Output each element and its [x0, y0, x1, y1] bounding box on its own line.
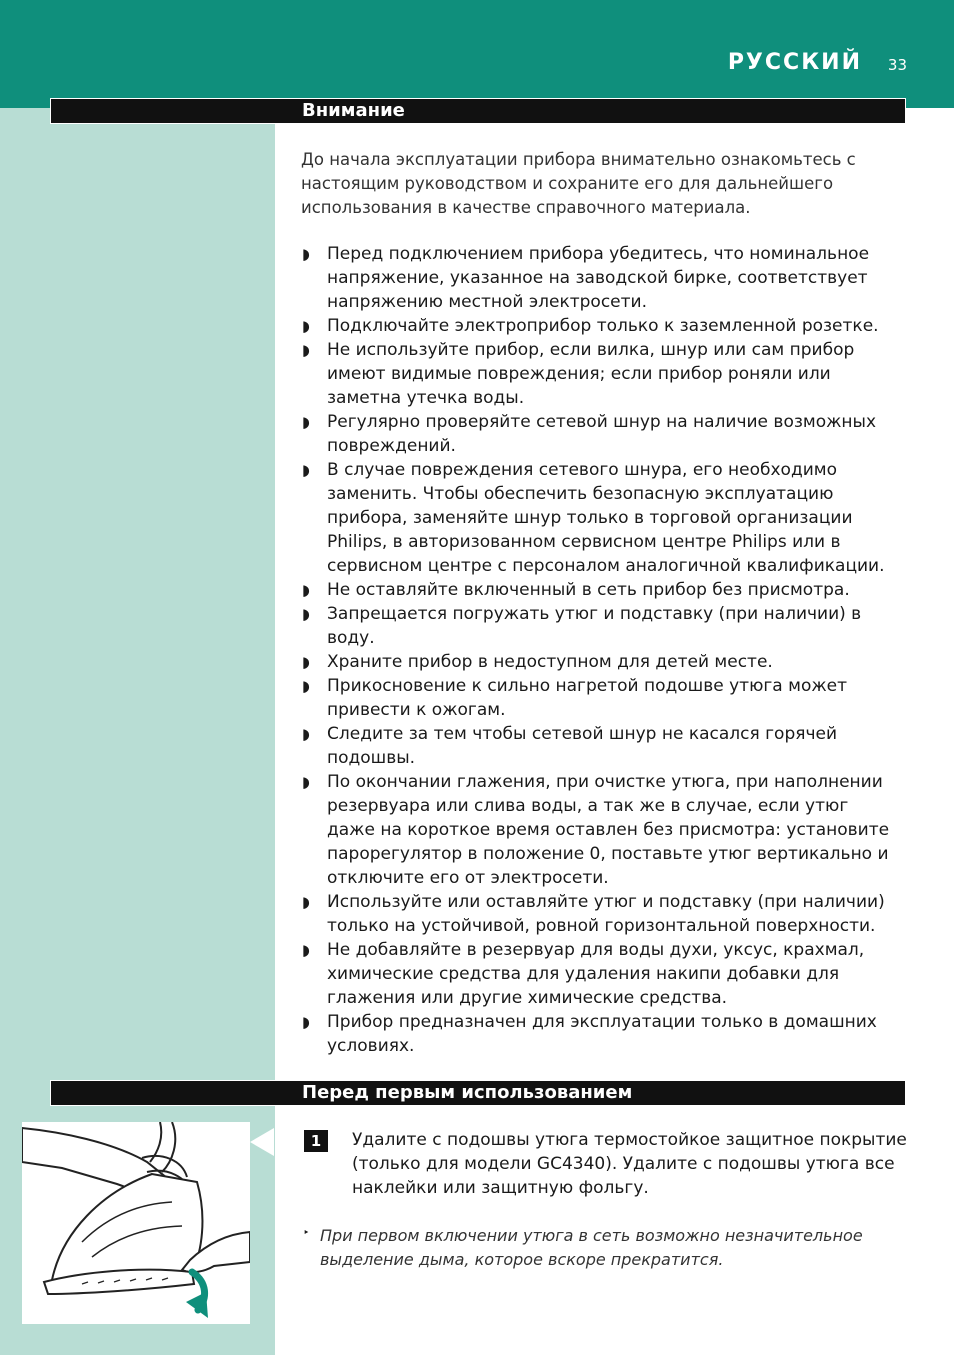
- iron-drawing-icon: [22, 1122, 250, 1324]
- note-bullet-icon: ‣: [303, 1226, 310, 1239]
- list-item: ◗ Не добавляйте в резервуар для воды духи, уксус, крахмал, химические средства для удаления накипи добавки для глажения или другие химические средства.: [302, 940, 865, 1008]
- list-item: ◗ Перед подключением прибора убедитесь, что номинальное напряжение, указанное на заводской бирке, соответствует напряжению местной электросети.: [302, 244, 870, 312]
- intro-paragraph: До начала эксплуатации прибора внимательно ознакомьтесь с настоящим руководством и сохраните его для дальнейшего использования в качестве справочного материала.: [301, 150, 856, 217]
- bullet-icon: ◗: [302, 413, 310, 431]
- bullet-icon: ◗: [302, 725, 310, 743]
- list-item: ◗ Не оставляйте включенный в сеть прибор без присмотра.: [302, 580, 850, 600]
- list-item: ◗ Прикосновение к сильно нагретой подошве утюга может привести к ожогам.: [302, 676, 848, 720]
- bullet-icon: ◗: [302, 461, 310, 479]
- list-item: ◗ Не используйте прибор, если вилка, шнур или сам прибор имеют видимые повреждения; если прибор роняли или заметна утечка воды.: [302, 340, 855, 408]
- section-title-warning: Внимание: [302, 100, 405, 121]
- list-item: ◗ Следите за тем чтобы сетевой шнур не касался горячей подошвы.: [302, 724, 838, 768]
- note-text: При первом включении утюга в сеть возможно незначительное выделение дыма, которое вскоре прекратится.: [320, 1226, 863, 1269]
- page-number: 33: [887, 56, 907, 74]
- iron-illustration: [22, 1122, 250, 1324]
- bullet-icon: ◗: [302, 677, 310, 695]
- bullet-icon: ◗: [302, 893, 310, 911]
- bullet-icon: ◗: [302, 317, 310, 335]
- list-item: ◗ Регулярно проверяйте сетевой шнур на наличие возможных повреждений.: [302, 412, 877, 456]
- bullet-icon: ◗: [302, 605, 310, 623]
- warning-list: [301, 242, 901, 1058]
- list-item: ◗ Подключайте электроприбор только к заземленной розетке.: [302, 316, 879, 336]
- bullet-icon: ◗: [302, 941, 310, 959]
- list-item: ◗ По окончании глажения, при очистке утюга, при наполнении резервуара или слива воды, а так же в случае, если утюг даже на короткое время оставлен без присмотра: установите парорегулятор в положение 0, поставьте утюг вертикально и отключите его от электросети.: [302, 772, 890, 888]
- section-bar-warning: [50, 98, 906, 124]
- list-item: ◗ Запрещается погружать утюг и подставку (при наличии) в воду.: [302, 604, 862, 648]
- section-title-first-use: Перед первым использованием: [302, 1082, 633, 1103]
- language-header: РУССКИЙ: [727, 50, 862, 75]
- bullet-icon: ◗: [302, 773, 310, 791]
- list-item: ◗ В случае повреждения сетевого шнура, его необходимо заменить. Чтобы обеспечить безопасную эксплуатацию прибора, заменяйте шнур только в торговой организации Philips, в авторизованном сервисном центре Philips или в сервисном центре с персоналом аналогичной квалификации.: [302, 460, 885, 576]
- list-item: ◗ Используйте или оставляйте утюг и подставку (при наличии) только на устойчивой, ровной горизонтальной поверхности.: [302, 892, 885, 936]
- bullet-icon: ◗: [302, 581, 310, 599]
- pointer-notch: [250, 1128, 274, 1156]
- bullet-icon: ◗: [302, 653, 310, 671]
- list-item: ◗ Прибор предназначен для эксплуатации только в домашних условиях.: [302, 1012, 877, 1056]
- bullet-icon: ◗: [302, 341, 310, 359]
- step-number: 1: [304, 1130, 328, 1152]
- bullet-icon: ◗: [302, 245, 310, 263]
- list-item: ◗ Храните прибор в недоступном для детей месте.: [302, 652, 773, 672]
- step-text: Удалите с подошвы утюга термостойкое защитное покрытие (только для модели GC4340). Удалите с подошвы утюга все наклейки или защитную фольгу.: [352, 1130, 907, 1198]
- bullet-icon: ◗: [302, 1013, 310, 1031]
- section-bar-first-use: [50, 1080, 906, 1106]
